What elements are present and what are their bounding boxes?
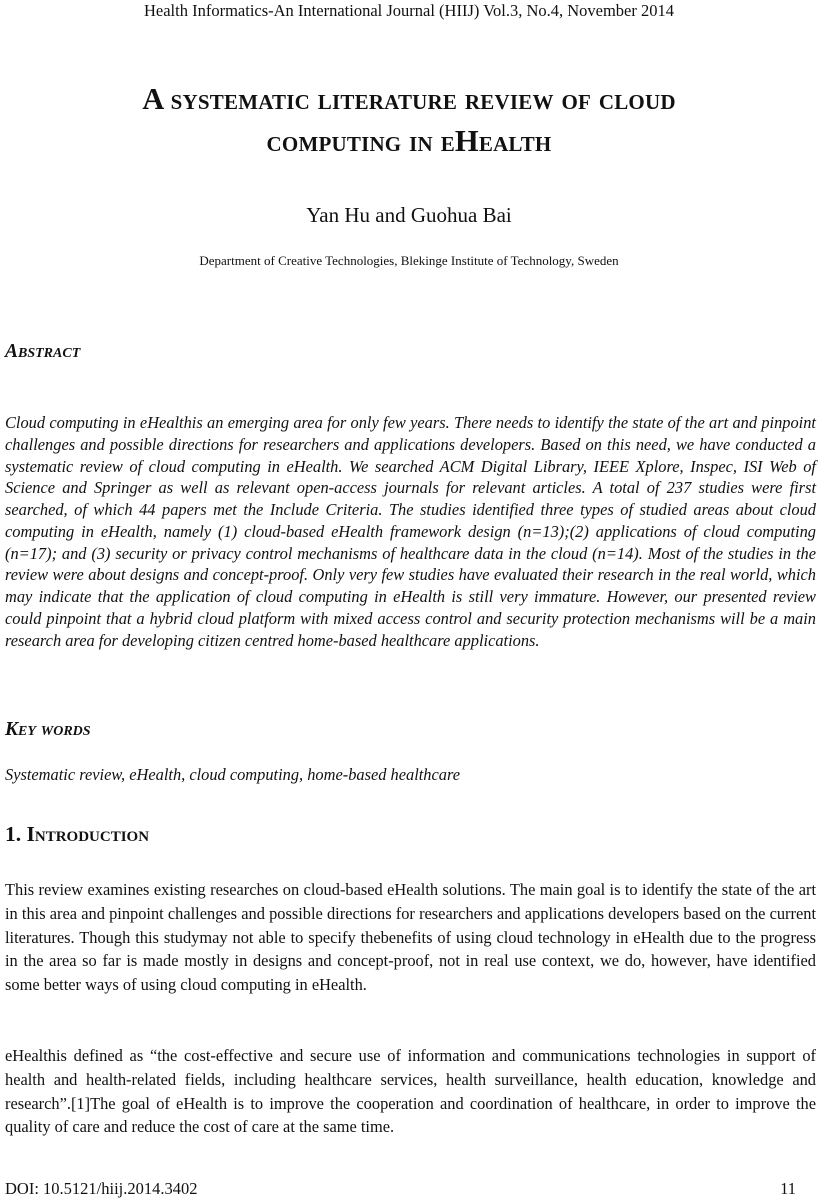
- title-line-1: A systematic literature review of cloud: [142, 82, 676, 116]
- intro-paragraph-1: This review examines existing researches on cloud-based eHealth solutions. The main goal is to identify the state of the art in this area and pinpoint challenges and possible directions for researchers and applications developers based on the current literatures. Though this studymay not able to specify thebenefits of using cloud technology in eHealth due to the progress in the area so far is made mostly in designs and concept-proof, not in real use context, we do, however, have identified some better ways of using cloud computing in eHealth.: [5, 880, 816, 995]
- keywords-heading: Key words: [5, 719, 91, 740]
- footer-doi: DOI: 10.5121/hiij.2014.3402: [5, 1179, 198, 1198]
- abstract-heading: Abstract: [5, 341, 81, 362]
- paper-title: [40, 78, 778, 162]
- abstract-text: Cloud computing in eHealthis an emerging area for only few years. There needs to identify the state of the art and pinpoint challenges and possible directions for researchers and applications developers. Based on this need, we have conducted a systematic review of cloud computing in eHealth. We searched ACM Digital Library, IEEE Xplore, Inspec, ISI Web of Science and Springer as well as relevant open-access journals for relevant articles. A total of 237 studies were first searched, of which 44 papers met the Include Criteria. The studies identified three types of studied areas about cloud computing in eHealth, namely (1) cloud-based eHealth framework design (n=13);(2) applications of cloud computing (n=17); and (3) security or privacy control mechanisms of healthcare data in the cloud (n=14). Most of the studies in the review were about designs and concept-proof. Only very few studies have evaluated their research in the real world, which may indicate that the application of cloud computing in eHealth is still very immature. However, our presented review could pinpoint that a hybrid cloud platform with mixed access control and security protection mechanisms will be a main research area for developing citizen centred home-based healthcare applications.: [5, 413, 816, 650]
- page-number: 11: [780, 1179, 796, 1198]
- title-line-2: computing in eHealth: [266, 124, 552, 158]
- introduction-heading: 1. Introduction: [5, 822, 150, 846]
- intro-paragraph-2: eHealthis defined as “the cost-effective and secure use of information and communications technologies in support of health and health-related fields, including healthcare services, health surveillance, health education, knowledge and research”.[1]The goal of eHealth is to improve the cooperation and coordination of healthcare, in order to improve the quality of care and reduce the cost of care at the same time.: [5, 1046, 816, 1137]
- authors: Yan Hu and Guohua Bai: [306, 203, 512, 227]
- affiliation: Department of Creative Technologies, Blekinge Institute of Technology, Sweden: [199, 253, 619, 268]
- keywords-text: Systematic review, eHealth, cloud computing, home-based healthcare: [5, 765, 461, 784]
- running-header: Health Informatics-An International Journal (HIIJ) Vol.3, No.4, November 2014: [143, 1, 674, 20]
